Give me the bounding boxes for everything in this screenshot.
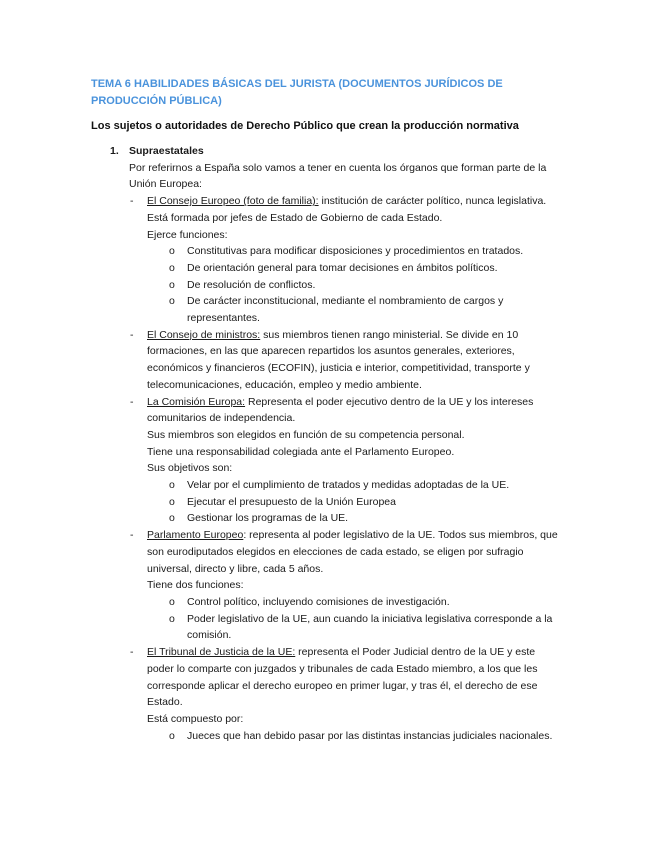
sub-item-text: Velar por el cumplimiento de tratados y medidas adoptadas de la UE. [187, 479, 510, 492]
document-title: TEMA 6 HABILIDADES BÁSICAS DEL JURISTA (DOCUMENTOS JURÍDICOS DE PRODUCCIÓN PÚBLICA) [91, 78, 503, 107]
sub-item-text: Jueces que han debido pasar por las distintas instancias judiciales nacionales. [187, 729, 553, 742]
sub-item-text: Constitutivas para modificar disposiciones y procedimientos en tratados. [187, 245, 524, 258]
document-body [0, 143, 655, 744]
comision-text: Representa el poder ejecutivo dentro de la UE y los intereses comunitarios de independencia. [147, 395, 534, 425]
list-item-consejo-europeo [0, 193, 655, 226]
sub-item-text: De carácter inconstitucional, mediante el nombramiento de cargos y representantes. [187, 295, 504, 325]
list-item [0, 728, 655, 745]
dash-marker: - [130, 395, 134, 408]
dash-marker: - [130, 195, 134, 208]
tribunal-text: representa el Poder Judicial dentro de la UE y este poder lo comparte con juzgados y tribunales de cada Estado miembro, a los que les corresponde aplicar el derecho europeo en primer lugar, y tras él, el derecho de ese Estado. [147, 646, 538, 709]
list-item [0, 510, 655, 527]
consejo-ministros-text: sus miembros tienen rango ministerial. Se divide en 10 formaciones, en las que aparecen repartidos los asuntos generales, exteriores, económicos y financieros (ECOFIN), justicia e interior, competitividad, transporte y telecomunicaciones, educación, empleo y medio ambiente. [147, 328, 530, 391]
bullet-marker: o [169, 512, 175, 525]
sub-item-text: Poder legislativo de la UE, aun cuando la iniciativa legislativa corresponde a la comisión. [187, 612, 553, 642]
list-item [0, 260, 655, 277]
section-number: 1. [110, 145, 119, 157]
list-item [0, 477, 655, 494]
term-tribunal: El Tribunal de Justicia de la UE: [147, 646, 296, 659]
term-consejo-europeo: El Consejo Europeo (foto de familia): [147, 195, 319, 208]
dash-marker: - [130, 328, 134, 341]
parlamento-text: : representa al poder legislativo de la UE. Todos sus miembros, que son eurodiputados elegidos en elecciones de cada estado, se eligen por sufragio universal, directo y libre, cada 5 años. [147, 529, 558, 575]
list-item-consejo-ministros [0, 327, 655, 394]
comision-line: Sus miembros son elegidos en función de su competencia personal. [147, 428, 465, 441]
term-comision: La Comisión Europa: [147, 395, 246, 408]
sub-item-text: Control político, incluyendo comisiones de investigación. [187, 595, 450, 608]
section-intro: Por referirnos a España solo vamos a tener en cuenta los órganos que forman parte de la Unión Europea: [129, 161, 547, 191]
section-heading-text: Supraestatales [129, 145, 204, 157]
sub-item-text: Gestionar los programas de la UE. [187, 512, 349, 525]
list-item-comision [0, 394, 655, 427]
bullet-marker: o [169, 245, 175, 258]
bullet-marker: o [169, 729, 175, 742]
bullet-marker: o [169, 295, 175, 308]
bullet-marker: o [169, 595, 175, 608]
dash-marker: - [130, 529, 134, 542]
list-item [0, 277, 655, 294]
list-item-tribunal [0, 644, 655, 711]
sub-item-text: Ejecutar el presupuesto de la Unión Europea [187, 495, 396, 508]
list-item [0, 494, 655, 511]
sub-item-text: De orientación general para tomar decisiones en ámbitos políticos. [187, 261, 498, 274]
list-item [0, 611, 655, 644]
bullet-marker: o [169, 479, 175, 492]
bullet-marker: o [169, 278, 175, 291]
comision-objectives-label: Sus objetivos son: [147, 462, 233, 475]
consejo-europeo-text: institución de carácter político, nunca legislativa. Está formada por jefes de Estado de Gobierno de cada Estado. [147, 195, 547, 224]
bullet-marker: o [169, 612, 175, 625]
tribunal-composed-label: Está compuesto por: [147, 712, 244, 725]
dash-marker: - [130, 646, 134, 659]
section-subtitle: Los sujetos o autoridades de Derecho Público que crean la producción normativa [91, 120, 519, 132]
list-item [0, 594, 655, 611]
consejo-europeo-functions-label: Ejerce funciones: [147, 228, 228, 241]
sub-item-text: De resolución de conflictos. [187, 278, 316, 291]
bullet-marker: o [169, 261, 175, 274]
list-item-parlamento [0, 527, 655, 577]
list-item [0, 243, 655, 260]
list-item [0, 293, 655, 326]
term-consejo-ministros: El Consejo de ministros: [147, 328, 261, 341]
section-heading [0, 143, 655, 160]
comision-line: Tiene una responsabilidad colegiada ante el Parlamento Europeo. [147, 445, 455, 458]
term-parlamento: Parlamento Europeo [147, 529, 244, 542]
parlamento-functions-label: Tiene dos funciones: [147, 579, 244, 592]
bullet-marker: o [169, 495, 175, 508]
